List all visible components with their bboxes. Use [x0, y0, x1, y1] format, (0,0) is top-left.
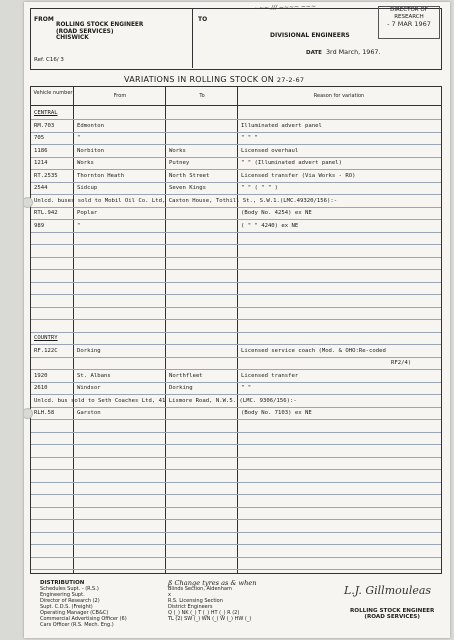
ruled-line [31, 419, 441, 420]
signature: L.J. Gillmouleas [344, 584, 432, 597]
distribution-item: Commercial Advertising Officer (6) [40, 616, 127, 622]
cell-reason: (Body No. 4254) ex NE [241, 210, 312, 216]
table-row [31, 408, 441, 419]
cell-vehicle: 1214 [34, 160, 48, 166]
ruled-line [31, 307, 441, 308]
distribution-item: District Engineers [168, 604, 213, 610]
table-row [31, 371, 441, 382]
distribution-secondary [168, 580, 257, 622]
ruled-line [31, 432, 441, 433]
table-row [31, 133, 441, 144]
title-text: VARIATIONS IN ROLLING STOCK ON [124, 75, 275, 84]
from-label: FROM [34, 16, 54, 23]
distribution-item: Blinds Section, Aldenham [168, 586, 232, 592]
cell-vehicle: COUNTRY [34, 335, 58, 341]
ruled-line [31, 269, 441, 270]
ruled-line [31, 469, 441, 470]
ruled-line [31, 444, 441, 445]
cell-reason: Licensed transfer [241, 372, 299, 379]
table-row [31, 208, 441, 219]
reference-number: Ref. C16/ 3 [34, 57, 64, 63]
cell-reason: " " " [241, 135, 258, 141]
title-date: 27-2-67 [276, 76, 305, 84]
table-row [31, 171, 441, 182]
ruled-line [31, 569, 441, 570]
cell-to: Works [169, 147, 186, 154]
date-line [306, 48, 381, 56]
cell-vehicle: 2610 [34, 385, 48, 391]
distribution-item: Operating Manager (CB&C) [40, 610, 109, 616]
cell-from: St. Albans [77, 372, 111, 379]
from-address [56, 22, 143, 42]
table-row [31, 146, 441, 157]
cell-vehicle: RLH.58 [34, 410, 55, 416]
from-line: CHISWICK [56, 35, 89, 42]
cell-vehicle: RM.703 [34, 122, 55, 129]
column-header-from: From [113, 93, 127, 99]
cell-vehicle: RTL.942 [34, 210, 58, 216]
ruled-line [31, 319, 441, 320]
cell-reason: ( " " 4240) ex NE [241, 222, 299, 229]
cell-to: Northfleet [169, 372, 203, 379]
distribution-item: Supt. C.D.S. (Freight) [40, 604, 93, 610]
cell-reason: Licensed service coach (Mod. & OHO:Re-coded [241, 347, 386, 354]
cell-vehicle: RF.122C [34, 347, 58, 354]
cell-from: " [77, 135, 81, 141]
distribution-item: Engineering Supt. [40, 592, 85, 598]
cell-vehicle: RT.2535 [34, 172, 58, 179]
cell-reason: " " (Illuminated advert panel) [241, 160, 343, 166]
signatory-line: ROLLING STOCK ENGINEER [350, 608, 435, 614]
cell-from: Poplar [77, 210, 98, 216]
table-row [31, 396, 441, 407]
to-recipient: DIVISIONAL ENGINEERS [270, 32, 350, 39]
cell-to: North Street [169, 172, 210, 179]
column-header-reason: Reason for variation [313, 93, 365, 99]
from-line: (ROAD SERVICES) [56, 28, 114, 35]
cell-vehicle: 705 [34, 135, 45, 141]
cell-from: " [77, 222, 81, 229]
table-row [31, 108, 441, 119]
column-header-to: To [199, 93, 205, 99]
ruled-line [31, 519, 441, 520]
distribution-item: Cars Officer (R.S. Mech. Eng.) [40, 622, 114, 628]
distribution-title: DISTRIBUTION [40, 580, 85, 586]
date-value: 3rd March, 1967. [325, 48, 381, 56]
to-label: TO [198, 16, 208, 23]
cell-vehicle: 2544 [34, 185, 48, 191]
cell-reason: Illuminated advert panel [241, 122, 322, 129]
cell-from: Windsor [77, 385, 101, 391]
ruled-line [31, 232, 441, 233]
cell-from: Garston [77, 410, 101, 416]
ruled-line [31, 294, 441, 295]
cell-vehicle: 989 [34, 222, 45, 229]
table-row [31, 183, 441, 194]
ruled-line [31, 544, 441, 545]
ruled-line [31, 282, 441, 283]
ruled-line [31, 557, 441, 558]
table-row [31, 358, 441, 369]
handwritten-note: ß Change tyres as & when [168, 579, 257, 587]
cell-from: Edmonton [77, 122, 104, 129]
cell-vehicle: CENTRAL [34, 110, 58, 116]
cell-reason: " " ( " " ) [241, 185, 279, 191]
variations-table [30, 86, 442, 574]
ruled-line [31, 507, 441, 508]
document-title [124, 75, 304, 84]
table-row [31, 333, 441, 344]
column-header-vehicle: Vehicle number [33, 90, 73, 96]
stamp-line: RESEARCH [394, 14, 424, 20]
cell-reason: Licensed transfer (Via Works - RO) [241, 172, 356, 179]
ruled-line [31, 257, 441, 258]
ruled-line [31, 532, 441, 533]
document-page [24, 2, 450, 638]
cell-reason: Licensed overhaul [241, 147, 299, 154]
cell-from: Thornton Heath [77, 172, 125, 179]
cell-reason: " " [241, 385, 252, 391]
cell-vehicle: Unlcd. bus sold to Seth Coaches Ltd, 41 Lismore Road, N.W.5. (LMC. 9306/156):- [34, 397, 297, 404]
received-stamp [378, 6, 440, 39]
cell-from: Sidcup [77, 185, 98, 191]
cell-from: Dorking [77, 347, 101, 354]
cell-vehicle: Unlcd. buses sold to Mobil Oil Co. Ltd, Caxton House, Tothill St., S.W.1.(LMC.49320/156):- [34, 197, 338, 204]
distribution-item: TL (2) SW (_) WN (_) W (_) HW (_) [168, 616, 252, 622]
header-divider [192, 8, 193, 68]
date-label: DATE [306, 50, 322, 56]
distribution-item: R.S. Licensing Section [168, 598, 223, 604]
cell-to: Putney [169, 160, 190, 166]
cell-to: Seven Kings [169, 185, 207, 191]
table-row [31, 196, 441, 207]
signatory-line: (ROAD SERVICES) [364, 614, 420, 621]
cell-to: Dorking [169, 385, 193, 391]
stamp-date: - 7 MAR 1967 [387, 20, 431, 28]
table-row [31, 158, 441, 169]
distribution-item: Q (_) NK (_) T (_) HT (_) R (2) [168, 610, 240, 616]
ruled-line [31, 244, 441, 245]
distribution-item: Director of Research (2) [40, 598, 100, 604]
cell-vehicle: 1920 [34, 372, 48, 379]
table-row [31, 221, 441, 232]
cell-reason: (Body No. 7103) ex NE [241, 410, 312, 416]
cell-vehicle: 1186 [34, 147, 48, 154]
signatory-title [350, 608, 434, 621]
from-line: ROLLING STOCK ENGINEER [56, 22, 144, 28]
cell-from: Works [77, 160, 94, 166]
table-row [31, 383, 441, 394]
cell-reason: RF2/4) [391, 360, 412, 366]
stamp-line: DIRECTOR OF [390, 7, 428, 13]
distribution-list [40, 580, 127, 628]
distribution-item: Schedules Supt. - (R.S.) [40, 586, 99, 592]
table-row [31, 121, 441, 132]
cell-from: Norbiton [77, 147, 104, 154]
ruled-line [31, 482, 441, 483]
handwritten-scribble: ~~~ /// ~~~~ ~~~ [253, 2, 317, 13]
ruled-line [31, 457, 441, 458]
ruled-line [31, 494, 441, 495]
distribution-item: x [168, 592, 171, 598]
table-row [31, 346, 441, 357]
